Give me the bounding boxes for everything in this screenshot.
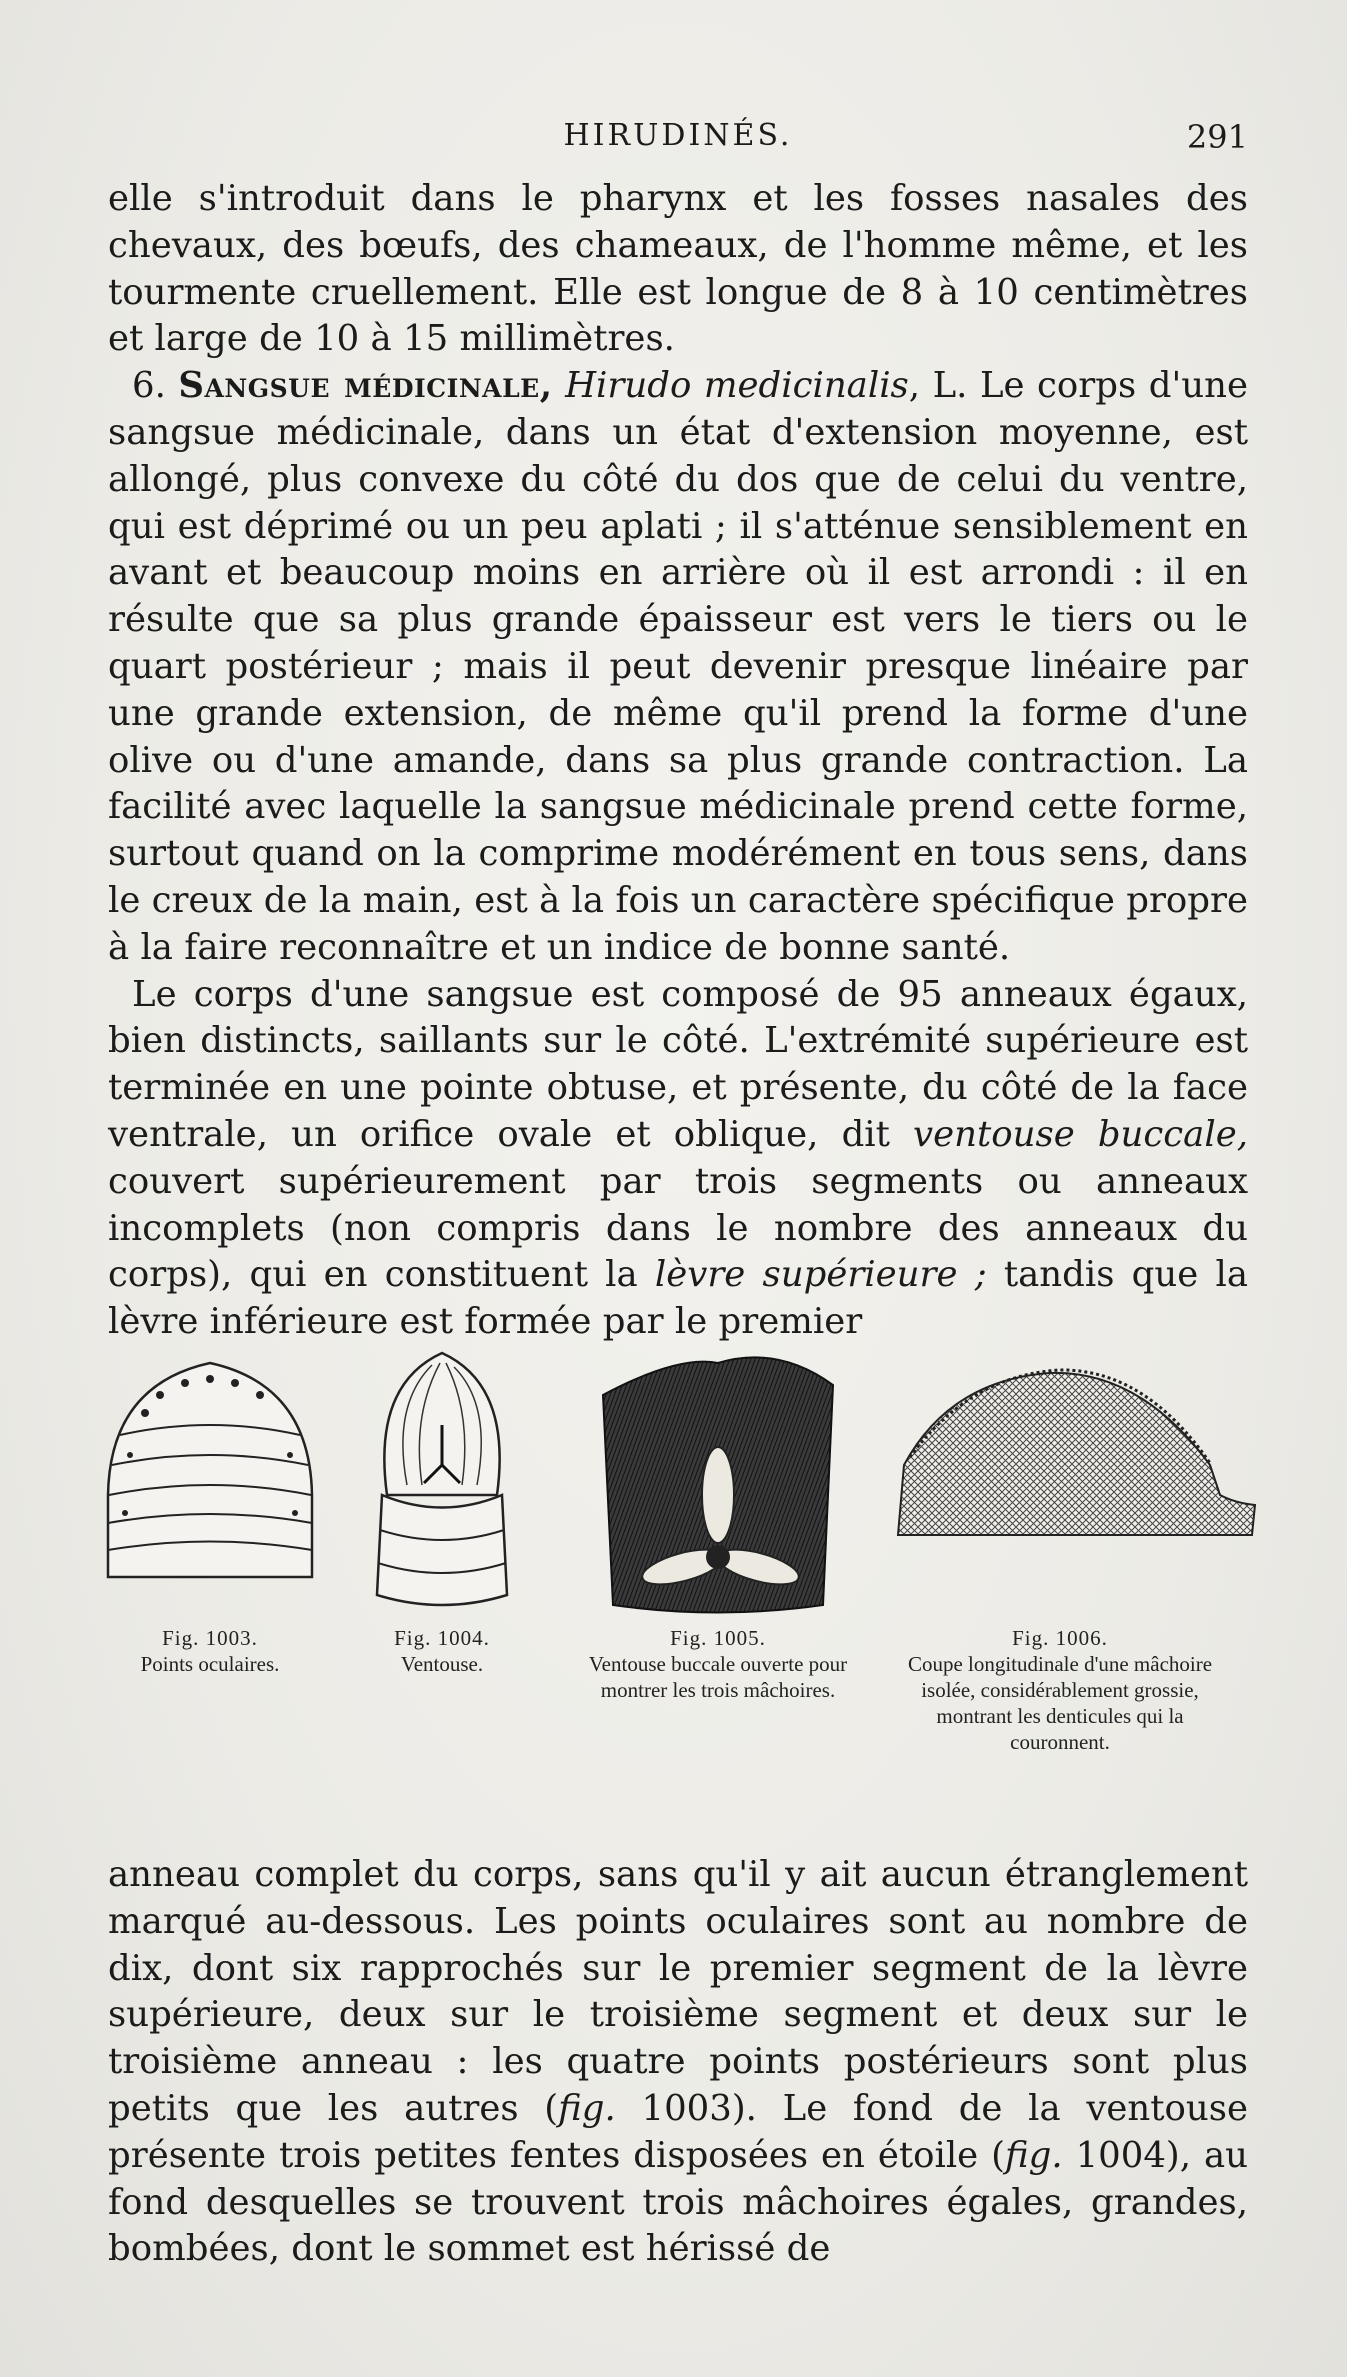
figure-label: Fig. 1003.	[162, 1626, 258, 1650]
figure-1005-caption	[583, 1625, 853, 1703]
points-oculaires-illustration	[100, 1345, 320, 1585]
figure-reference: fig.	[1004, 2134, 1063, 2176]
term-levre-superieure: lèvre supérieure ;	[654, 1254, 987, 1296]
paragraph-text: Le corps d'une sangsue est composé de 95 anneaux égaux, bien distincts, saillants sur le côté. L'extrémité supérieure est terminée en une pointe obtuse, et présente, du côté de la face ventrale, un orifice ovale et oblique, dit	[108, 973, 1248, 1155]
figure-label: Fig. 1005.	[670, 1626, 766, 1650]
paragraph-text: 1003). Le fond de la ventouse présente trois petites fentes disposées en étoile (	[108, 2087, 1248, 2176]
figure-1006-caption	[890, 1625, 1230, 1755]
figure-reference: fig.	[558, 2087, 616, 2129]
paragraph-text: anneau complet du corps, sans qu'il y ait aucun étranglement marqué au-dessous. Les points oculaires sont au nombre de dix, dont six rapprochés sur le premier segment de la lèvre supérieure, deux sur le troisième segment et deux sur le troisième anneau : les quatre points postérieurs sont plus petits que les autres (	[108, 1854, 1248, 2129]
paragraph-text: tandis que la lèvre inférieure est formée par le premier	[108, 1254, 1249, 1343]
figure-1006	[890, 1345, 1260, 1835]
ventouse-illustration	[362, 1345, 522, 1615]
body-text-lower	[108, 1852, 1248, 2273]
section-number: 6.	[132, 365, 166, 407]
figure-label: Fig. 1004.	[394, 1626, 490, 1650]
figure-row	[100, 1345, 1260, 1835]
species-term: Sangsue médicinale,	[178, 365, 553, 407]
term-ventouse-buccale: ventouse buccale,	[913, 1113, 1248, 1155]
machoire-illustration	[890, 1345, 1260, 1545]
figure-1003	[100, 1345, 320, 1835]
figure-1003-caption	[100, 1625, 320, 1677]
latin-name: Hirudo medicinalis	[565, 365, 909, 407]
figure-caption-text: Coupe longitudinale d'une mâchoire isolée, considérablement grossie, montrant les denticules qui la couronnent.	[907, 1652, 1213, 1754]
paragraph-sangsue-medicinale	[108, 363, 1248, 971]
running-title: HIRUDINÉS.	[563, 118, 793, 153]
paragraph-text: 1004), au fond desquelles se trouvent trois mâchoires égales, grandes, bombées, dont le sommet est hérissé de	[108, 2134, 1248, 2270]
running-header	[108, 118, 1248, 158]
figure-caption-text: Ventouse.	[400, 1652, 484, 1676]
ventouse-buccale-illustration	[598, 1345, 838, 1615]
figure-1005	[588, 1345, 848, 1835]
figure-1004-caption	[352, 1625, 532, 1677]
paragraph-text: couvert supérieurement par trois segments ou anneaux incomplets (non compris dans le nombre des anneaux du corps), qui en constituent la	[108, 1160, 1248, 1296]
paragraph-continued: elle s'introduit dans le pharynx et les fosses nasales des chevaux, des bœufs, des chameaux, de l'homme même, et les tourmente cruellement. Elle est longue de 8 à 10 centimètres et large de 10 à 15 millimètres.	[108, 178, 1248, 360]
body-text-upper	[108, 176, 1248, 1346]
paragraph-corps	[108, 972, 1248, 1346]
page-number: 291	[1186, 118, 1248, 156]
figure-caption-text: Points oculaires.	[140, 1652, 280, 1676]
figure-1004	[362, 1345, 522, 1835]
paragraph-text: , L. Le corps d'une sangsue médicinale, dans un état d'extension moyenne, est allongé, plus convexe du côté du dos que de celui du ventre, qui est déprimé ou un peu aplati ; il s'atténue sensiblement en avant et beaucoup moins en arrière où il est arrondi : il en résulte que sa plus grande épaisseur est vers le tiers ou le quart postérieur ; mais il peut devenir presque linéaire par une grande extension, de même qu'il prend la forme d'une olive ou d'une amande, dans sa plus grande contraction. La facilité avec laquelle la sangsue médicinale prend cette forme, surtout quand on la comprime modérément en tous sens, dans le creux de la main, est à la fois un caractère spécifique propre à la faire reconnaître et un indice de bonne santé.	[108, 365, 1248, 968]
figure-label: Fig. 1006.	[1012, 1626, 1108, 1650]
paragraph-continued	[108, 1852, 1248, 2273]
figure-caption-text: Ventouse buccale ouverte pour montrer les trois mâchoires.	[588, 1652, 848, 1702]
